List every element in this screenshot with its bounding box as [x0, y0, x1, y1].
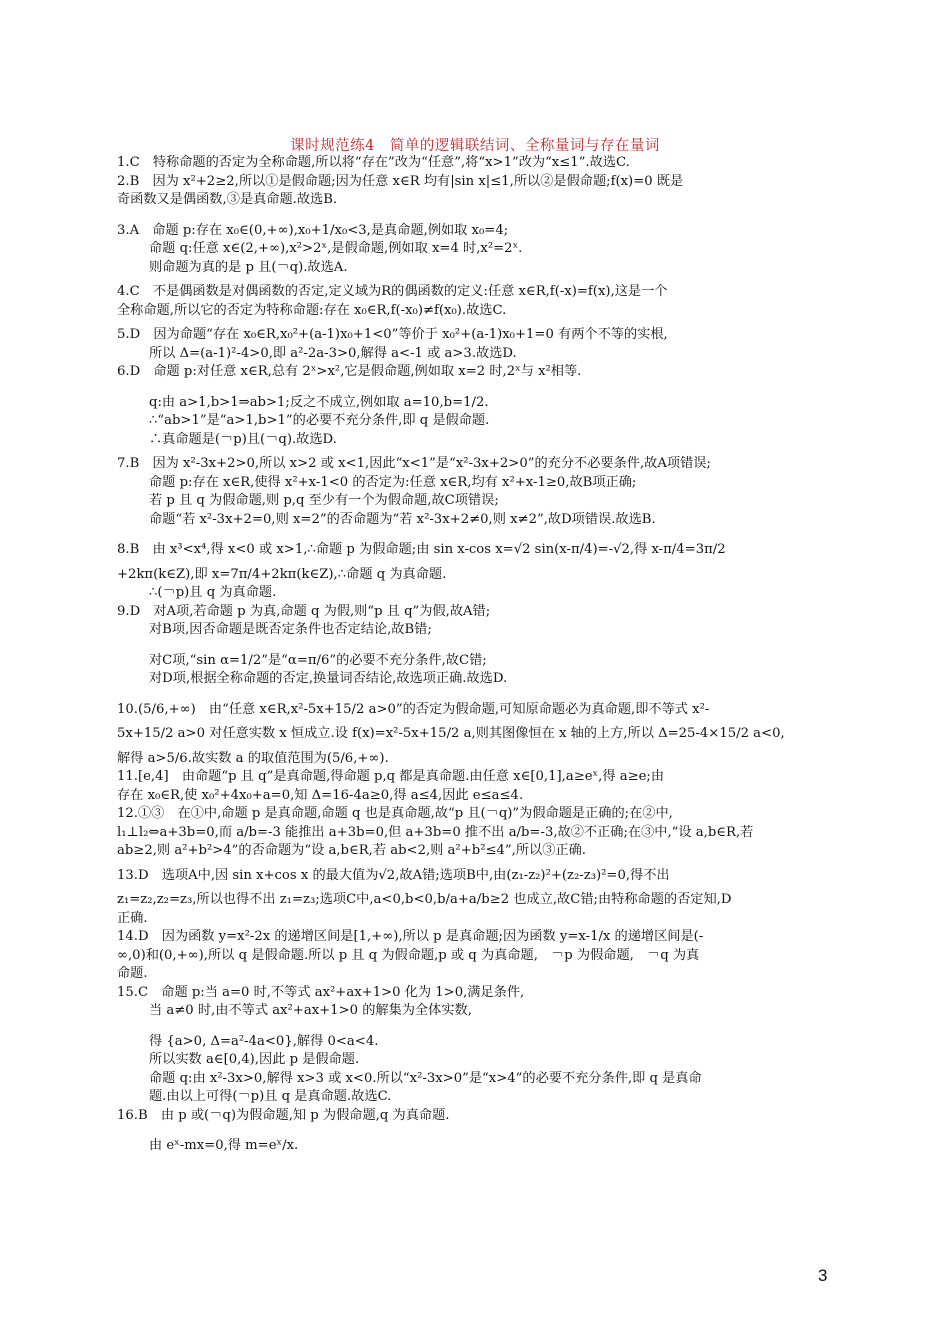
answer-line: 解得 a>5/6.故实数 a 的取值范围为(5/6,+∞).: [117, 750, 389, 766]
answer-line: z₁=z₂,z₂=z₃,所以也得不出 z₁=z₃;选项C中,a<0,b<0,b/a+a/b≥2 也成立,故C错;由特称命题的否定知,D: [117, 892, 732, 907]
answer-line: q:由 a>1,b>1⇒ab>1;反之不成立,例如取 a=10,b=1/2.: [149, 394, 489, 410]
answer-body: [117, 154, 845, 1156]
answer-line: +2kπ(k∈Z),即 x=7π/4+2kπ(k∈Z),∴命题 q 为真命题.: [117, 566, 447, 582]
answer-line: 2.B 因为 x²+2≥2,所以①是假命题;因为任意 x∈R 均有|sin x|≤1,所以②是假命题;f(x)=0 既是: [117, 173, 684, 189]
answer-line: ∴真命题是(￢p)且(￢q).故选D.: [149, 431, 337, 447]
answer-line: 14.D 因为函数 y=x²-2x 的递增区间是[1,+∞),所以 p 是真命题;因为函数 y=x-1/x 的递增区间是(-: [117, 929, 704, 944]
answer-line: 5x+15/2 a>0 对任意实数 x 恒成立.设 f(x)=x²-5x+15/2 a,则其图像恒在 x 轴的上方,所以 Δ=25-4×15/2 a<0,: [117, 726, 785, 741]
line-spacer: [117, 1125, 845, 1137]
line-spacer: [117, 640, 845, 652]
line-spacer: [117, 1021, 845, 1033]
answer-line: 15.C 命题 p:当 a=0 时,不等式 ax²+ax+1>0 化为 1>0,满足条件,: [117, 984, 525, 1000]
answer-line: ∞,0)和(0,+∞),所以 q 是假命题.所以 p 且 q 为假命题,p 或 q 为真命题, ￢p 为假命题, ￢q 为真: [117, 947, 700, 963]
answer-line: 当 a≠0 时,由不等式 ax²+ax+1>0 的解集为全体实数,: [149, 1003, 472, 1018]
answer-line: 11.[e,4] 由命题“p 且 q”是真命题,得命题 p,q 都是真命题.由任意 x∈[0,1],a≥eˣ,得 a≥e;由: [117, 769, 665, 784]
answer-line: 6.D 命题 p:对任意 x∈R,总有 2ˣ>x²,它是假命题,例如取 x=2 时,2ˣ与 x²相等.: [117, 364, 582, 379]
answer-line: 对B项,因否命题是既否定条件也否定结论,故B错;: [149, 622, 432, 637]
answer-line: 13.D 选项A中,因 sin x+cos x 的最大值为√2,故A错;选项B中,由(z₁-z₂)²+(z₂-z₃)²=0,得不出: [117, 867, 670, 883]
answer-line: 命题“若 x²-3x+2=0,则 x=2”的否命题为“若 x²-3x+2≠0,则 x≠2”,故D项错误.故选B.: [149, 511, 656, 527]
page-title: 课时规范练4 简单的逻辑联结词、全称量词与存在量词: [290, 138, 660, 154]
answer-line: 3.A 命题 p:存在 x₀∈(0,+∞),x₀+1/x₀<3,是真命题,例如取 x₀=4;: [117, 222, 509, 238]
answer-line: 对D项,根据全称命题的否定,换量词否结论,故选项正确.故选D.: [149, 671, 508, 686]
answer-line: 命题 q:由 x²-3x>0,解得 x>3 或 x<0.所以“x²-3x>0”是“x>4”的必要不充分条件,即 q 是真命: [149, 1070, 702, 1086]
answer-line: 存在 x₀∈R,使 x₀²+4x₀+a=0,知 Δ=16-4a≥0,得 a≤4,因此 e≤a≤4.: [117, 787, 524, 803]
answer-line: 8.B 由 x³<x⁴,得 x<0 或 x>1,∴命题 p 为假命题;由 sin x-cos x=√2 sin(x-π/4)=-√2,得 x-π/4=3π/2: [117, 542, 726, 557]
answer-line: 9.D 对A项,若命题 p 为真,命题 q 为假,则“p 且 q”为假,故A错;: [117, 603, 491, 619]
answer-line: 4.C 不是偶函数是对偶函数的否定,定义域为R的偶函数的定义:任意 x∈R,f(-x)=f(x),这是一个: [117, 284, 668, 299]
answer-line: 奇函数又是偶函数,③是真命题.故选B.: [117, 192, 338, 207]
answer-line: 得 {a>0, Δ=a²-4a<0},解得 0<a<4.: [149, 1033, 379, 1049]
answer-line: 题.由以上可得(￢p)且 q 是真命题.故选C.: [149, 1089, 392, 1104]
answer-line: 7.B 因为 x²-3x+2>0,所以 x>2 或 x<1,因此“x<1”是“x²-3x+2>0”的充分不必要条件,故A项错误;: [117, 456, 711, 471]
answer-line: ∴“ab>1”是“a>1,b>1”的必要不充分条件,即 q 是假命题.: [149, 413, 490, 428]
answer-line: 全称命题,所以它的否定为特称命题:存在 x₀∈R,f(-x₀)≠f(x₀).故选C.: [117, 302, 507, 318]
answer-line: 若 p 且 q 为假命题,则 p,q 至少有一个为假命题,故C项错误;: [149, 493, 499, 508]
line-spacer: [117, 210, 845, 222]
answer-line: 12.①③ 在①中,命题 p 是真命题,命题 q 也是真命题,故“p 且(￢q)”为假命题是正确的;在②中,: [117, 806, 673, 821]
answer-line: 对C项,“sin α=1/2”是“α=π/6”的必要不充分条件,故C错;: [149, 652, 487, 668]
answer-line: 所以实数 a∈[0,4),因此 p 是假命题.: [149, 1052, 360, 1067]
answer-line: 1.C 特称命题的否定为全称命题,所以将“存在”改为“任意”,将“x>1”改为“x≤1”.故选C.: [117, 155, 630, 170]
answer-line: 所以 Δ=(a-1)²-4>0,即 a²-2a-3>0,解得 a<-1 或 a>3.故选D.: [149, 345, 517, 361]
answer-line: 正确.: [117, 910, 148, 926]
answer-line: ∴(￢p)且 q 为真命题.: [149, 585, 277, 600]
answer-line: l₁⊥l₂⇔a+3b=0,而 a/b=-3 能推出 a+3b=0,但 a+3b=0 推不出 a/b=-3,故②不正确;在③中,“设 a,b∈R,若: [117, 824, 754, 840]
line-spacer: [117, 382, 845, 394]
answer-line: 5.D 因为命题“存在 x₀∈R,x₀²+(a-1)x₀+1<0”等价于 x₀²+(a-1)x₀+1=0 有两个不等的实根,: [117, 327, 668, 342]
answer-line: 10.(5/6,+∞) 由“任意 x∈R,x²-5x+15/2 a>0”的否定为假命题,可知原命题必为真命题,即不等式 x²-: [117, 701, 710, 717]
line-spacer: [117, 529, 845, 541]
answer-line: 由 eˣ-mx=0,得 m=eˣ/x.: [149, 1138, 299, 1153]
answer-line: 命题 p:存在 x∈R,使得 x²+x-1<0 的否定为:任意 x∈R,均有 x²+x-1≥0,故B项正确;: [149, 474, 637, 490]
answer-line: ab≥2,则 a²+b²>4”的否命题为“设 a,b∈R,若 ab<2,则 a²+b²≤4”,所以③正确.: [117, 843, 586, 858]
answer-line: 命题 q:任意 x∈(2,+∞),x²>2ˣ,是假命题,例如取 x=4 时,x²=2ˣ.: [149, 241, 523, 256]
answer-line: 命题.: [117, 966, 148, 981]
answer-line: 16.B 由 p 或(￢q)为假命题,知 p 为假命题,q 为真命题.: [117, 1107, 450, 1123]
line-spacer: [117, 689, 845, 701]
page-number: 3: [818, 1266, 828, 1285]
answer-line: 则命题为真的是 p 且(￢q).故选A.: [149, 259, 348, 275]
